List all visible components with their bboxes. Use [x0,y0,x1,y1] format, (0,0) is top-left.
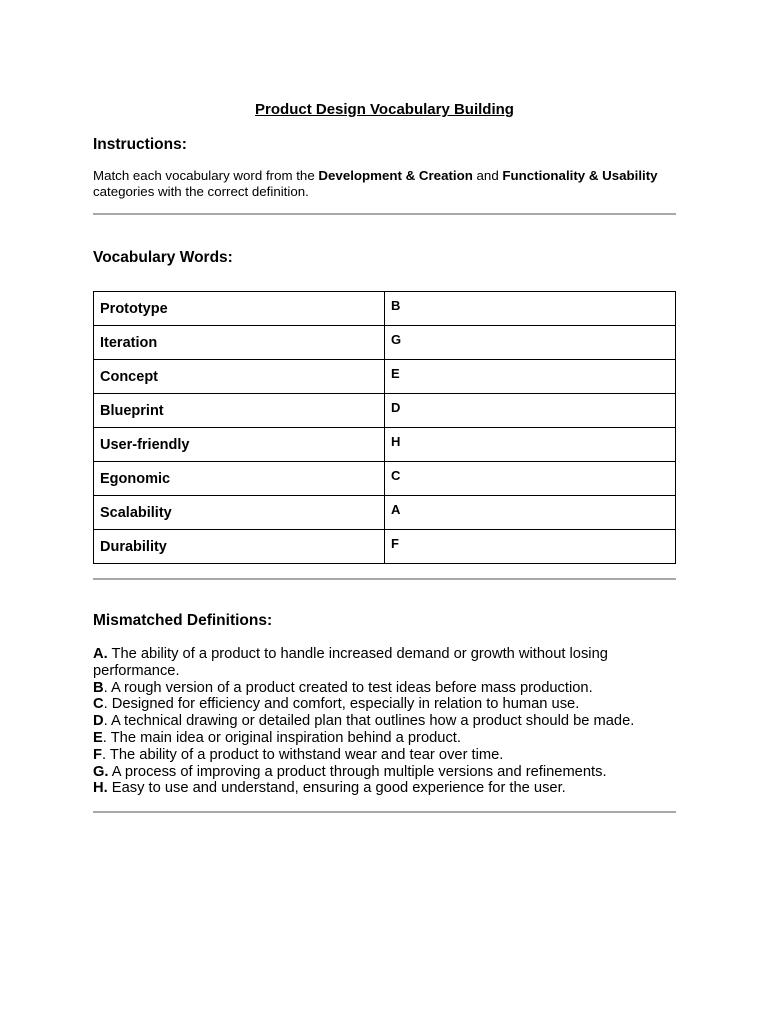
answer-letter: C [385,462,676,496]
definition-letter: B [93,679,104,696]
category-functionality-usability: Functionality & Usability [502,168,658,183]
table-row [94,462,676,496]
definition-text: . The main idea or original inspiration behind a product. [102,729,461,746]
vocabulary-word: Iteration [94,326,385,360]
definition-text: The ability of a product to handle increased demand or growth without losing performance. [93,646,608,679]
divider [93,578,676,580]
vocabulary-word: Egonomic [94,462,385,496]
answer-letter: A [385,496,676,530]
definition-letter: H. [93,780,108,797]
list-item [93,713,676,730]
vocabulary-word: Scalability [94,496,385,530]
table-row [94,292,676,326]
table-row [94,428,676,462]
list-item [93,696,676,713]
instructions-text-middle: and [472,168,503,183]
answer-letter: G [385,326,676,360]
definition-text: . A rough version of a product created to test ideas before mass production. [103,679,593,696]
definition-text: Easy to use and understand, ensuring a good experience for the user. [107,780,566,797]
instructions-text [93,168,676,200]
definitions-list [93,646,676,797]
list-item [93,730,676,747]
vocabulary-heading: Vocabulary Words: [93,249,233,266]
list-item [93,780,676,797]
list-item [93,764,676,781]
divider [93,213,676,215]
instructions-text-after: categories with the correct definition. [93,184,309,199]
category-development-creation: Development & Creation [318,168,473,183]
definition-letter: G. [93,763,109,780]
answer-letter: E [385,360,676,394]
table-row [94,394,676,428]
answer-letter: F [385,530,676,564]
table-row [94,326,676,360]
definition-letter: A. [93,646,108,662]
table-row [94,496,676,530]
instructions-heading: Instructions: [93,136,187,153]
list-item [93,680,676,697]
table-row [94,360,676,394]
document-title: Product Design Vocabulary Building [255,101,514,118]
definition-letter: E [93,729,103,746]
divider [93,811,676,813]
table-row [94,530,676,564]
definition-letter: C [93,696,104,713]
instructions-text-before: Match each vocabulary word from the [93,168,319,183]
list-item [93,747,676,764]
vocabulary-word: User-friendly [94,428,385,462]
definitions-heading: Mismatched Definitions: [93,612,273,629]
answer-letter: D [385,394,676,428]
definition-letter: F [93,746,102,763]
vocabulary-word: Blueprint [94,394,385,428]
answer-letter: H [385,428,676,462]
definition-letter: D [93,713,104,730]
definition-text: A process of improving a product through multiple versions and refinements. [108,763,607,780]
definition-text: . The ability of a product to withstand wear and tear over time. [101,746,504,763]
definition-text: . Designed for efficiency and comfort, especially in relation to human use. [103,696,580,713]
vocabulary-word: Durability [94,530,385,564]
definition-text: . A technical drawing or detailed plan that outlines how a product should be made. [103,713,635,730]
answer-letter: B [385,292,676,326]
vocabulary-word: Prototype [94,292,385,326]
vocabulary-table [93,291,676,564]
list-item [93,646,676,680]
vocabulary-word: Concept [94,360,385,394]
